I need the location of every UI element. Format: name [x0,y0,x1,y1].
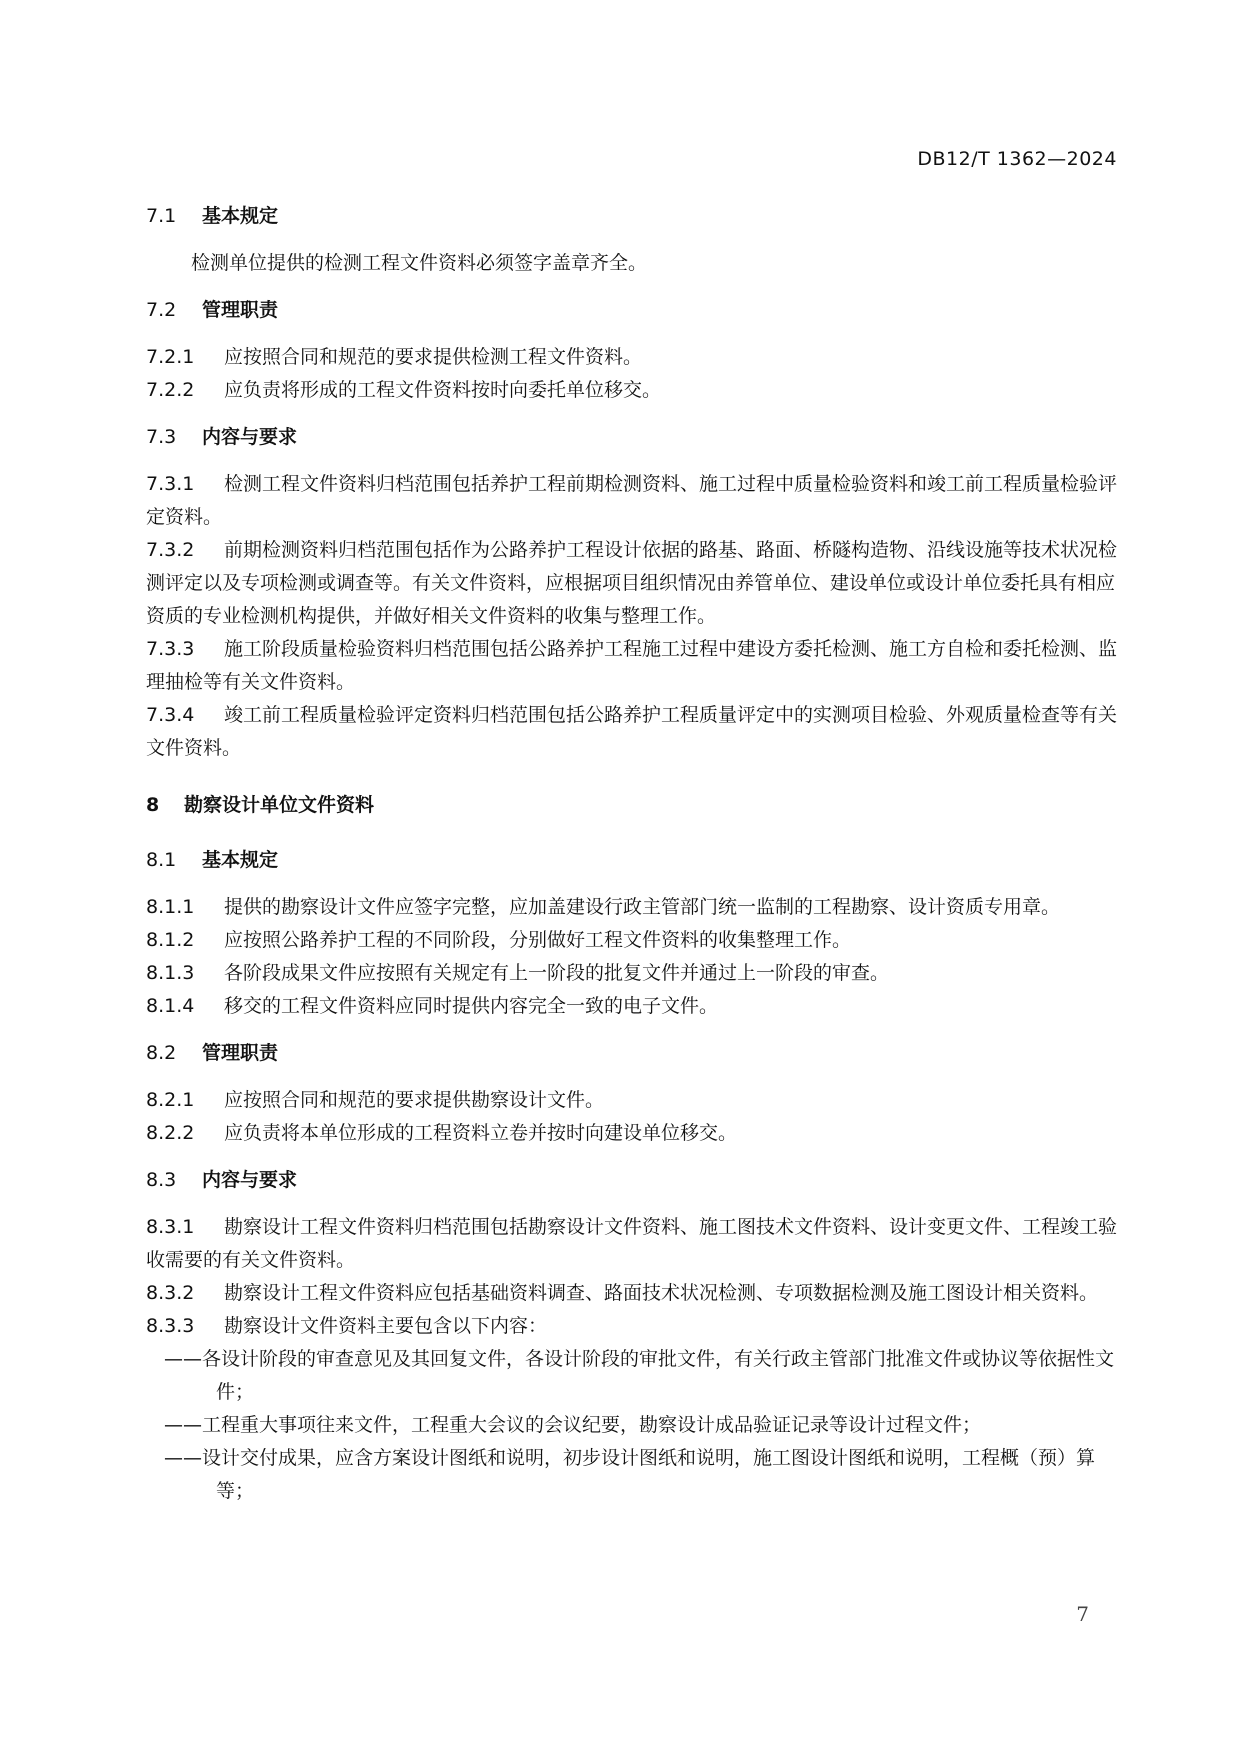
clause-number: 8.3.1 [146,1216,195,1238]
heading-title: 管理职责 [202,299,279,321]
heading-7-3 [146,421,1121,454]
dash-list-item: ——各设计阶段的审查意见及其回复文件，各设计阶段的审批文件，有关行政主管部门批准文件或协议等依据性文件； [164,1348,1115,1403]
page-content [146,200,1121,1508]
clause-8-2-2 [146,1117,1121,1150]
clause-text: 勘察设计文件资料主要包含以下内容： [224,1315,548,1337]
heading-title: 管理职责 [202,1042,279,1064]
heading-8-2 [146,1037,1121,1070]
heading-title: 基本规定 [202,849,279,871]
clause-8-1-3 [146,957,1121,990]
clause-number: 8.1.3 [146,962,195,984]
clause-number: 7.3.2 [146,539,195,561]
clause-7-3-3 [146,633,1121,699]
heading-7-1 [146,200,1121,233]
dash-list-item: ——工程重大事项往来文件，工程重大会议的会议纪要，勘察设计成品验证记录等设计过程文件； [164,1414,982,1436]
clause-8-3-3 [146,1310,1121,1343]
heading-number: 7.1 [146,205,177,227]
standard-code: DB12/T 1362—2024 [917,148,1117,170]
clause-number: 8.2.2 [146,1122,195,1144]
clause-number: 7.3.3 [146,638,195,660]
clause-number: 8.1.1 [146,896,195,918]
clause-number: 7.3.1 [146,473,195,495]
heading-number: 7.2 [146,299,177,321]
clause-text: 各阶段成果文件应按照有关规定有上一阶段的批复文件并通过上一阶段的审查。 [224,962,890,984]
heading-number: 8.2 [146,1042,177,1064]
clause-7-2-1 [146,341,1121,374]
clause-number: 8.3.2 [146,1282,195,1304]
chapter-title: 勘察设计单位文件资料 [184,794,375,816]
clause-text: 应按照公路养护工程的不同阶段，分别做好工程文件资料的收集整理工作。 [224,929,852,951]
clause-7-3-1 [146,468,1121,534]
clause-text: 竣工前工程质量检验评定资料归档范围包括公路养护工程质量评定中的实测项目检验、外观质量检查等有关文件资料。 [146,704,1118,759]
clause-text: 应负责将本单位形成的工程资料立卷并按时向建设单位移交。 [224,1122,738,1144]
clause-8-3-1 [146,1211,1121,1277]
clause-7-3-4 [146,699,1121,765]
clause-text: 应按照合同和规范的要求提供检测工程文件资料。 [224,346,643,368]
clause-8-1-1 [146,891,1121,924]
clause-text: 勘察设计工程文件资料应包括基础资料调查、路面技术状况检测、专项数据检测及施工图设计相关资料。 [224,1282,1099,1304]
heading-title: 内容与要求 [202,1169,298,1191]
clause-7-2-2 [146,374,1121,407]
heading-number: 8.3 [146,1169,177,1191]
clause-8-3-2 [146,1277,1121,1310]
heading-8-3 [146,1164,1121,1197]
heading-number: 7.3 [146,426,177,448]
heading-7-2 [146,294,1121,327]
dash-list-item: ——设计交付成果，应含方案设计图纸和说明，初步设计图纸和说明，施工图设计图纸和说明，工程概（预）算等； [164,1447,1096,1502]
clause-number: 7.3.4 [146,704,195,726]
paragraph-7-1: 检测单位提供的检测工程文件资料必须签字盖章齐全。 [191,252,648,274]
clause-8-1-2 [146,924,1121,957]
heading-title: 内容与要求 [202,426,298,448]
clause-8-2-1 [146,1084,1121,1117]
clause-number: 8.1.4 [146,995,195,1017]
clause-text: 应按照合同和规范的要求提供勘察设计文件。 [224,1089,605,1111]
heading-8-1 [146,844,1121,877]
clause-text: 提供的勘察设计文件应签字完整，应加盖建设行政主管部门统一监制的工程勘察、设计资质专用章。 [224,896,1061,918]
clause-number: 7.2.2 [146,379,195,401]
clause-text: 检测工程文件资料归档范围包括养护工程前期检测资料、施工过程中质量检验资料和竣工前工程质量检验评定资料。 [146,473,1118,528]
clause-number: 8.2.1 [146,1089,195,1111]
heading-title: 基本规定 [202,205,279,227]
chapter-heading-8 [146,789,1121,822]
heading-number: 8.1 [146,849,177,871]
clause-number: 7.2.1 [146,346,195,368]
clause-text: 施工阶段质量检验资料归档范围包括公路养护工程施工过程中建设方委托检测、施工方自检和委托检测、监理抽检等有关文件资料。 [146,638,1118,693]
clause-text: 应负责将形成的工程文件资料按时向委托单位移交。 [224,379,662,401]
clause-8-1-4 [146,990,1121,1023]
clause-text: 勘察设计工程文件资料归档范围包括勘察设计文件资料、施工图技术文件资料、设计变更文件、工程竣工验收需要的有关文件资料。 [146,1216,1118,1271]
clause-number: 8.3.3 [146,1315,195,1337]
clause-number: 8.1.2 [146,929,195,951]
page-number: 7 [1076,1602,1089,1626]
clause-7-3-2 [146,534,1121,633]
clause-text: 前期检测资料归档范围包括作为公路养护工程设计依据的路基、路面、桥隧构造物、沿线设施等技术状况检测评定以及专项检测或调查等。有关文件资料，应根据项目组织情况由养管单位、建设单位或设计单位委托具有相应资质的专业检测机构提供，并做好相关文件资料的收集与整理工作。 [146,539,1118,627]
clause-text: 移交的工程文件资料应同时提供内容完全一致的电子文件。 [224,995,719,1017]
chapter-number: 8 [146,794,160,816]
